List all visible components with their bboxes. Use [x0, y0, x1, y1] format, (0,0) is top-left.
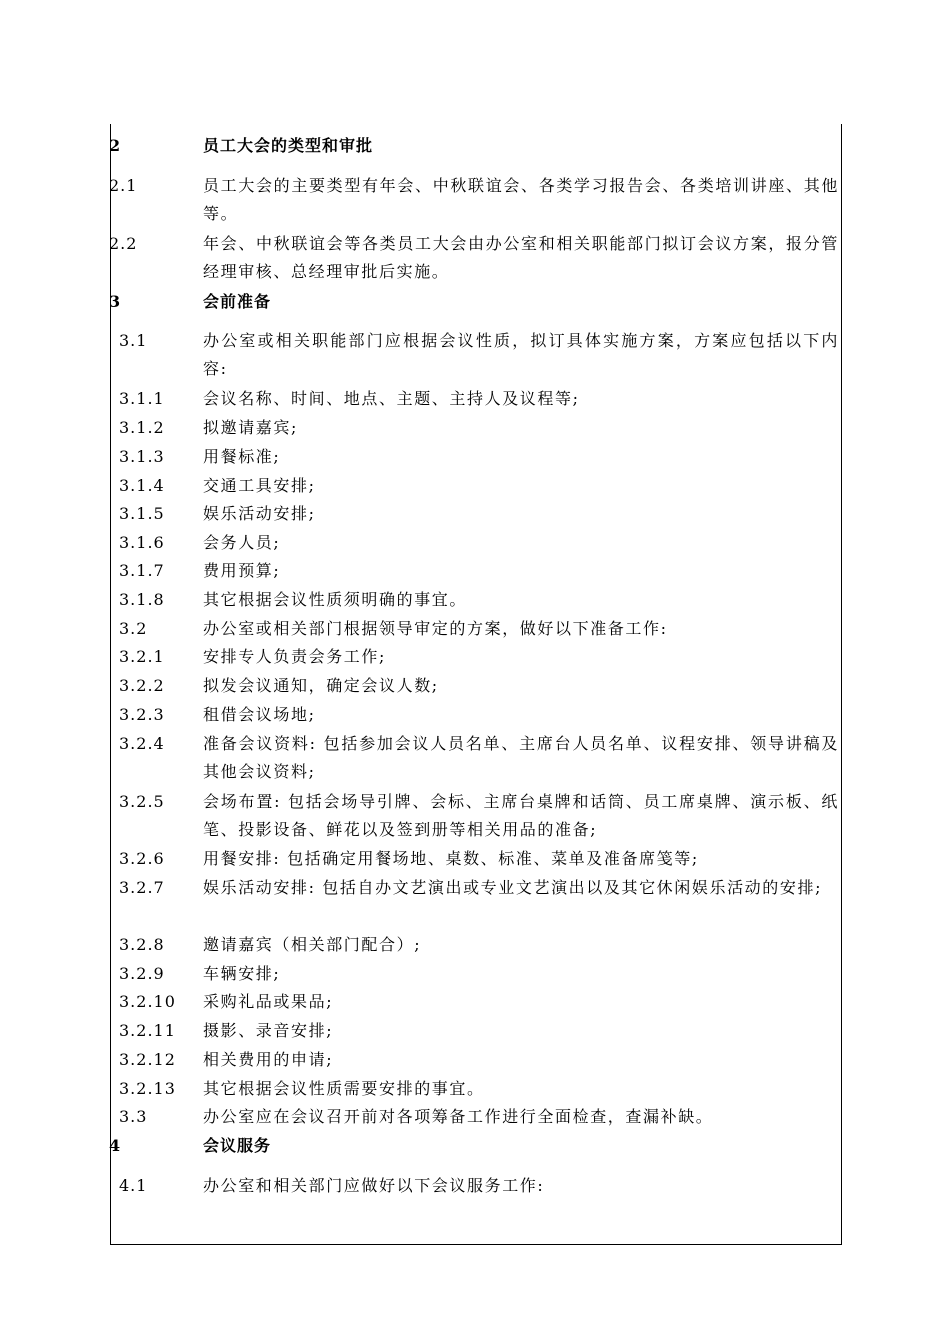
- clause-text: 年会、中秋联谊会等各类员工大会由办公室和相关职能部门拟订会议方案，报分管经理审核、总经理审批后实施。: [203, 234, 839, 281]
- clause-number: 3.1.1: [119, 389, 165, 408]
- clause-number: 3.2.5: [119, 792, 165, 811]
- clause-text: 采购礼品或果品;: [203, 992, 334, 1011]
- clause-text: 员工大会的主要类型有年会、中秋联谊会、各类学习报告会、各类培训讲座、其他等。: [203, 176, 839, 223]
- clause-number: 3.2.4: [119, 734, 165, 753]
- clause-text: 邀请嘉宾（相关部门配合）;: [203, 935, 422, 954]
- clause-text: 车辆安排;: [203, 964, 281, 983]
- clause-text: 租借会议场地;: [203, 705, 316, 724]
- clause-number: 3.3: [119, 1107, 148, 1126]
- clause-number: 3.2.3: [119, 705, 165, 724]
- clause-number: 2: [109, 136, 121, 155]
- clause-text: 拟发会议通知，确定会议人数;: [203, 676, 439, 695]
- clause-text: 会议名称、时间、地点、主题、主持人及议程等;: [203, 389, 580, 408]
- clause-number: 3.1.8: [119, 590, 165, 609]
- document-frame: [110, 124, 842, 1245]
- clause-number: 3.2.11: [119, 1021, 176, 1040]
- clause-text: 其它根据会议性质须明确的事宜。: [203, 590, 468, 609]
- clause-text: 拟邀请嘉宾;: [203, 418, 298, 437]
- clause-number: 3.1: [119, 331, 148, 350]
- clause-number: 4: [109, 1136, 121, 1155]
- clause-number: 3.2.10: [119, 992, 176, 1011]
- clause-text: 其它根据会议性质需要安排的事宜。: [203, 1079, 485, 1098]
- clause-text: 准备会议资料: 包括参加会议人员名单、主席台人员名单、议程安排、领导讲稿及其他会议资料;: [203, 734, 839, 781]
- clause-text: 会务人员;: [203, 533, 281, 552]
- clause-number: 3.1.6: [119, 533, 165, 552]
- clause-text: 娱乐活动安排: 包括自办文艺演出或专业文艺演出以及其它休闲娱乐活动的安排;: [203, 878, 823, 897]
- section-title: 员工大会的类型和审批: [203, 136, 374, 155]
- clause-number: 3.1.4: [119, 476, 165, 495]
- clause-number: 3: [109, 292, 121, 311]
- clause-number: 3.2.1: [119, 647, 165, 666]
- clause-number: 3.2: [119, 619, 148, 638]
- clause-text: 交通工具安排;: [203, 476, 316, 495]
- clause-text: 费用预算;: [203, 561, 281, 580]
- clause-number: 2.1: [109, 176, 138, 195]
- clause-number: 4.1: [119, 1176, 148, 1195]
- clause-number: 3.1.5: [119, 504, 165, 523]
- clause-text: 用餐安排: 包括确定用餐场地、桌数、标准、菜单及准备席笺等;: [203, 849, 699, 868]
- clause-number: 3.2.13: [119, 1079, 176, 1098]
- clause-text: 会场布置: 包括会场导引牌、会标、主席台桌牌和话筒、员工席桌牌、演示板、纸笔、投影设备、鲜花以及签到册等相关用品的准备;: [203, 792, 839, 839]
- clause-text: 办公室或相关部门根据领导审定的方案，做好以下准备工作:: [203, 619, 668, 638]
- clause-text: 相关费用的申请;: [203, 1050, 334, 1069]
- clause-number: 3.2.2: [119, 676, 165, 695]
- clause-number: 3.2.6: [119, 849, 165, 868]
- clause-text: 用餐标准;: [203, 447, 281, 466]
- clause-text: 安排专人负责会务工作;: [203, 647, 386, 666]
- clause-number: 3.2.9: [119, 964, 165, 983]
- clause-number: 3.1.3: [119, 447, 165, 466]
- clause-number: 3.2.12: [119, 1050, 176, 1069]
- section-title: 会前准备: [203, 292, 272, 311]
- clause-number: 3.2.7: [119, 878, 165, 897]
- clause-text: 办公室和相关部门应做好以下会议服务工作:: [203, 1176, 545, 1195]
- clause-number: 3.1.7: [119, 561, 165, 580]
- clause-number: 2.2: [109, 234, 138, 253]
- clause-text: 办公室或相关职能部门应根据会议性质，拟订具体实施方案，方案应包括以下内容:: [203, 331, 839, 378]
- clause-number: 3.1.2: [119, 418, 165, 437]
- clause-number: 3.2.8: [119, 935, 165, 954]
- clause-text: 娱乐活动安排;: [203, 504, 316, 523]
- clause-text: 办公室应在会议召开前对各项筹备工作进行全面检查，查漏补缺。: [203, 1107, 714, 1126]
- section-title: 会议服务: [203, 1136, 272, 1155]
- clause-text: 摄影、录音安排;: [203, 1021, 334, 1040]
